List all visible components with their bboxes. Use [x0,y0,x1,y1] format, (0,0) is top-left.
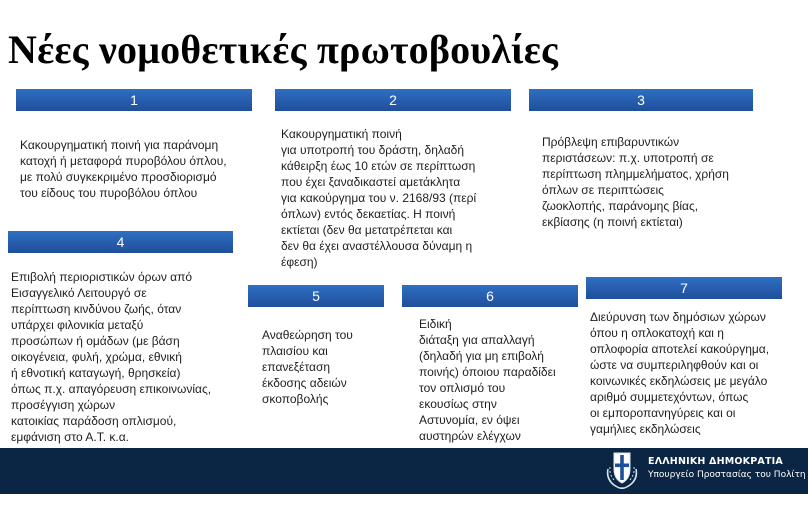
block-number: 3 [637,92,645,108]
block-7-text: Διεύρυνση των δημόσιων χώρων όπου η οπλοκατοχή και η οπλοφορία αποτελεί κακούργημα, ώστε να συμπεριληφθούν και οι κοινωνικές εκδηλώσεις με μεγάλο αριθμό συμμετεχόντων, όπως οι εμποροπανηγύρεις και οι γαμήλιες εκδηλώσεις [590,310,770,436]
block-number: 7 [680,280,688,296]
block-2-text: Κακουργηματική ποινή για υποτροπή του δράστη, δηλαδή κάθειρξη έως 10 ετών σε περίπτωση που έχει ξαναδικαστεί αμετάκλητα για κακούργημα του ν. 2168/93 (περί όπλων) εντός δεκαετίας. Η ποινή εκτίεται (δεν θα μετατρέπεται και δεν θα έχει αναστέλλουσα δύναμη η έφεση) [281,127,477,269]
block-number: 4 [116,234,125,250]
block-2-header [275,89,511,111]
greek-coat-of-arms-icon [604,449,640,489]
block-4-text: Επιβολή περιοριστικών όρων από Εισαγγελικό Λειτουργό σε περίπτωση κινδύνου ζωής, όταν υπάρχει φιλονικία μεταξύ προσώπων ή ομάδων (με βάση οικογένεια, φυλή, χρώμα, εθνική ή εθνοτική καταγωγή, θρησκεία) όπως π.χ. απαγόρευση επικοινωνίας, προσέγγιση χώρων κατοικίας παράδοση οπλισμού, εμφάνιση στο Α.Τ. κ.α. [11,270,212,444]
block-4-header [8,231,233,253]
block-3-text: Πρόβλεψη επιβαρυντικών περιστάσεων: π.χ. υποτροπή σε περίπτωση πλημμελήματος, χρήση όπλων σε περιπτώσεις ζωοκλοπής, παράνομης βίας, εκβίασης (η ποινή εκτίεται) [542,135,729,229]
block-1-header [16,89,252,111]
block-1-text: Κακουργηματική ποινή για παράνομη κατοχή ή μεταφορά πυροβόλου όπλου, με πολύ συγκεκριμένο προσδιορισμό του είδους του πυροβόλου όπλου [20,138,227,200]
block-5-header [248,285,384,307]
block-3-header [529,89,753,111]
block-6-text: Ειδική διάταξη για απαλλαγή (δηλαδή για μη επιβολή ποινής) όποιου παραδίδει τον οπλισμό του εκουσίως στην Αστυνομία, εν όψει αυστηρών ελέγχων [419,317,556,443]
footer-government-label: ΕΛΛΗΝΙΚΗ ΔΗΜΟΚΡΑΤΙΑ [648,456,783,467]
block-7-header [586,277,782,299]
footer-ministry-label: Υπουργείο Προστασίας του Πολίτη [648,470,806,480]
page-title: Νέες νομοθετικές πρωτοβουλίες [8,27,559,72]
block-number: 2 [389,92,397,108]
block-number: 6 [486,288,494,304]
block-number: 1 [130,92,138,108]
block-5-text: Αναθεώρηση του πλαισίου και επανεξέταση έκδοσης αδειών σκοποβολής [262,328,353,406]
block-6-header [402,285,578,307]
block-number: 5 [312,288,320,304]
